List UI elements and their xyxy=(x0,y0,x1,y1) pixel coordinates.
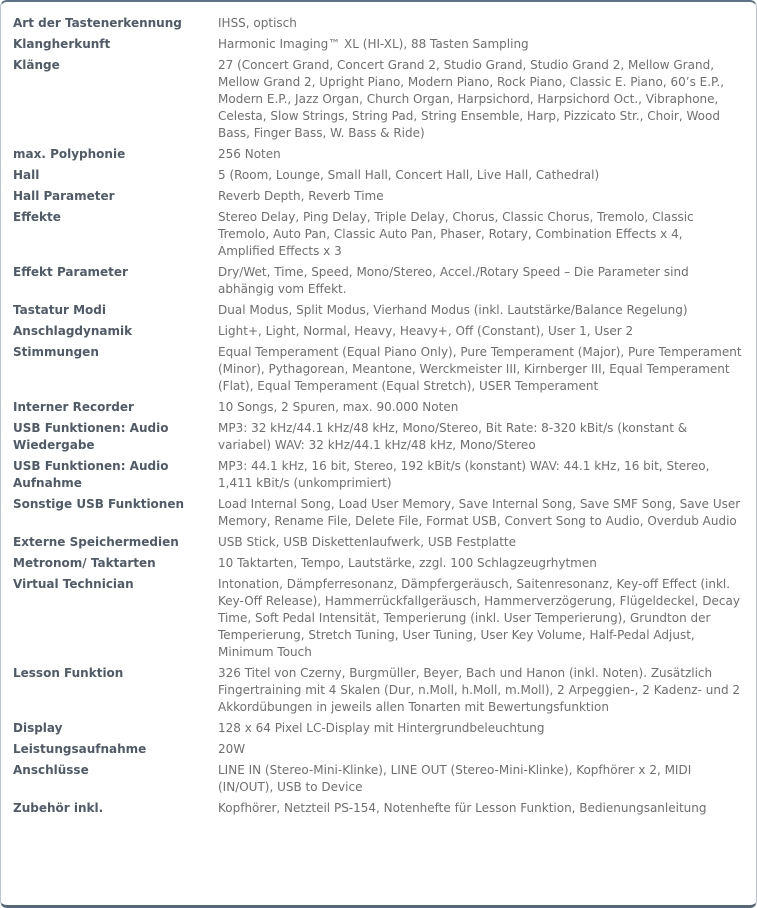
spec-value: 5 (Room, Lounge, Small Hall, Concert Hall, Live Hall, Cathedral) xyxy=(218,168,600,182)
spec-label: Externe Speichermedien xyxy=(13,535,179,549)
spec-row xyxy=(13,167,746,184)
spec-value: Harmonic Imaging™ XL (HI-XL), 88 Tasten Sampling xyxy=(218,37,529,51)
spec-label: Display xyxy=(13,721,63,735)
spec-value: Load Internal Song, Load User Memory, Save Internal Song, Save SMF Song, Save User Memory, Rename File, Delete File, Format USB, Convert Song to Audio, Overdub Audio xyxy=(218,497,741,528)
spec-value: 10 Songs, 2 Spuren, max. 90.000 Noten xyxy=(218,400,459,414)
spec-value: Reverb Depth, Reverb Time xyxy=(218,189,384,203)
spec-row xyxy=(13,15,746,32)
spec-label: USB Funktionen: Audio Wiedergabe xyxy=(13,421,169,452)
spec-row xyxy=(13,720,746,737)
spec-value: Intonation, Dämpferresonanz, Dämpfergeräusch, Saitenresonanz, Key-off Effect (inkl. Key-Off Release), Hammerrückfallgeräusch, Hammerverzögerung, Flügeldeckel, Decay Time, Soft Pedal Intensität, Temperierung (inkl. User Temperierung), Grundton der Temperierung, Stretch Tuning, User Tuning, User Key Volume, Half-Pedal Adjust, Minimum Touch xyxy=(218,577,740,659)
spec-row xyxy=(13,302,746,319)
spec-value: Kopfhörer, Netzteil PS-154, Notenhefte für Lesson Funktion, Bedienungsanleitung xyxy=(218,801,707,815)
spec-row xyxy=(13,344,746,395)
spec-value: 27 (Concert Grand, Concert Grand 2, Studio Grand, Studio Grand 2, Mellow Grand, Mellow Grand 2, Upright Piano, Modern Piano, Rock Piano, Classic E. Piano, 60’s E.P., Modern E.P., Jazz Organ, Church Organ, Harpsichord, Harpsichord Oct., Vibraphone, Celesta, Slow Strings, String Pad, String Ensemble, Harp, Pizzicato Str., Choir, Wood Bass, Finger Bass, W. Bass & Ride) xyxy=(218,58,725,140)
spec-label: Klangherkunft xyxy=(13,37,111,51)
spec-row xyxy=(13,576,746,661)
spec-label: Stimmungen xyxy=(13,345,99,359)
spec-value: IHSS, optisch xyxy=(218,16,297,30)
spec-label: Virtual Technician xyxy=(13,577,134,591)
spec-value: 256 Noten xyxy=(218,147,281,161)
spec-row xyxy=(13,534,746,551)
spec-label: USB Funktionen: Audio Aufnahme xyxy=(13,459,169,490)
spec-row xyxy=(13,146,746,163)
spec-value: Light+, Light, Normal, Heavy, Heavy+, Off (Constant), User 1, User 2 xyxy=(218,324,634,338)
spec-label: Effekte xyxy=(13,210,61,224)
spec-table xyxy=(13,15,746,817)
spec-label: Sonstige USB Funktionen xyxy=(13,497,185,511)
spec-row xyxy=(13,57,746,142)
spec-row xyxy=(13,458,746,492)
spec-value: USB Stick, USB Diskettenlaufwerk, USB Festplatte xyxy=(218,535,517,549)
spec-label: Tastatur Modi xyxy=(13,303,106,317)
spec-label: max. Polyphonie xyxy=(13,147,126,161)
spec-row xyxy=(13,323,746,340)
spec-value: LINE IN (Stereo-Mini-Klinke), LINE OUT (Stereo-Mini-Klinke), Kopfhörer x 2, MIDI (IN/OUT), USB to Device xyxy=(218,763,692,794)
spec-label: Hall xyxy=(13,168,40,182)
spec-value: 10 Taktarten, Tempo, Lautstärke, zzgl. 100 Schlagzeugrhytmen xyxy=(218,556,597,570)
spec-label: Anschlüsse xyxy=(13,763,89,777)
spec-label: Leistungsaufnahme xyxy=(13,742,147,756)
spec-row xyxy=(13,665,746,716)
spec-row xyxy=(13,420,746,454)
spec-label: Metronom/ Taktarten xyxy=(13,556,156,570)
spec-row xyxy=(13,800,746,817)
spec-row xyxy=(13,555,746,572)
spec-value: Dual Modus, Split Modus, Vierhand Modus (inkl. Lautstärke/Balance Regelung) xyxy=(218,303,688,317)
spec-label: Hall Parameter xyxy=(13,189,115,203)
spec-label: Zubehör inkl. xyxy=(13,801,104,815)
spec-label: Lesson Funktion xyxy=(13,666,124,680)
spec-value: Stereo Delay, Ping Delay, Triple Delay, Chorus, Classic Chorus, Tremolo, Classic Tremolo, Auto Pan, Classic Auto Pan, Phaser, Rotary, Combination Effects x 4, Amplified Effects x 3 xyxy=(218,210,694,258)
spec-label: Art der Tastenerkennung xyxy=(13,16,182,30)
spec-value: MP3: 44.1 kHz, 16 bit, Stereo, 192 kBit/s (konstant) WAV: 44.1 kHz, 16 bit, Stereo, 1,411 kBit/s (unkomprimiert) xyxy=(218,459,710,490)
spec-value: 20W xyxy=(218,742,246,756)
spec-row xyxy=(13,188,746,205)
spec-row xyxy=(13,399,746,416)
spec-row xyxy=(13,36,746,53)
spec-value: MP3: 32 kHz/44.1 kHz/48 kHz, Mono/Stereo, Bit Rate: 8-320 kBit/s (konstant & variabel) WAV: 32 kHz/44.1 kHz/48 kHz, Mono/Stereo xyxy=(218,421,688,452)
spec-row xyxy=(13,264,746,298)
spec-label: Interner Recorder xyxy=(13,400,134,414)
spec-label: Effekt Parameter xyxy=(13,265,128,279)
spec-row xyxy=(13,762,746,796)
spec-value: Equal Temperament (Equal Piano Only), Pure Temperament (Major), Pure Temperament (Minor), Pythagorean, Meantone, Werckmeister III, Kirnberger III, Equal Temperament (Flat), Equal Temperament (Equal Stretch), USER Temperament xyxy=(218,345,742,393)
spec-value: 128 x 64 Pixel LC-Display mit Hintergrundbeleuchtung xyxy=(218,721,545,735)
spec-value: Dry/Wet, Time, Speed, Mono/Stereo, Accel./Rotary Speed – Die Parameter sind abhängig vom Effekt. xyxy=(218,265,689,296)
spec-row xyxy=(13,496,746,530)
spec-label: Klänge xyxy=(13,58,60,72)
spec-row xyxy=(13,209,746,260)
spec-label: Anschlagdynamik xyxy=(13,324,133,338)
spec-row xyxy=(13,741,746,758)
spec-value: 326 Titel von Czerny, Burgmüller, Beyer, Bach und Hanon (inkl. Noten). Zusätzlich Fingertraining mit 4 Skalen (Dur, n.Moll, h.Moll, m.Moll), 2 Arpeggien-, 2 Kadenz- und 2 Akkordübungen in jeweils allen Tonarten mit Bewertungsfunktion xyxy=(218,666,741,714)
